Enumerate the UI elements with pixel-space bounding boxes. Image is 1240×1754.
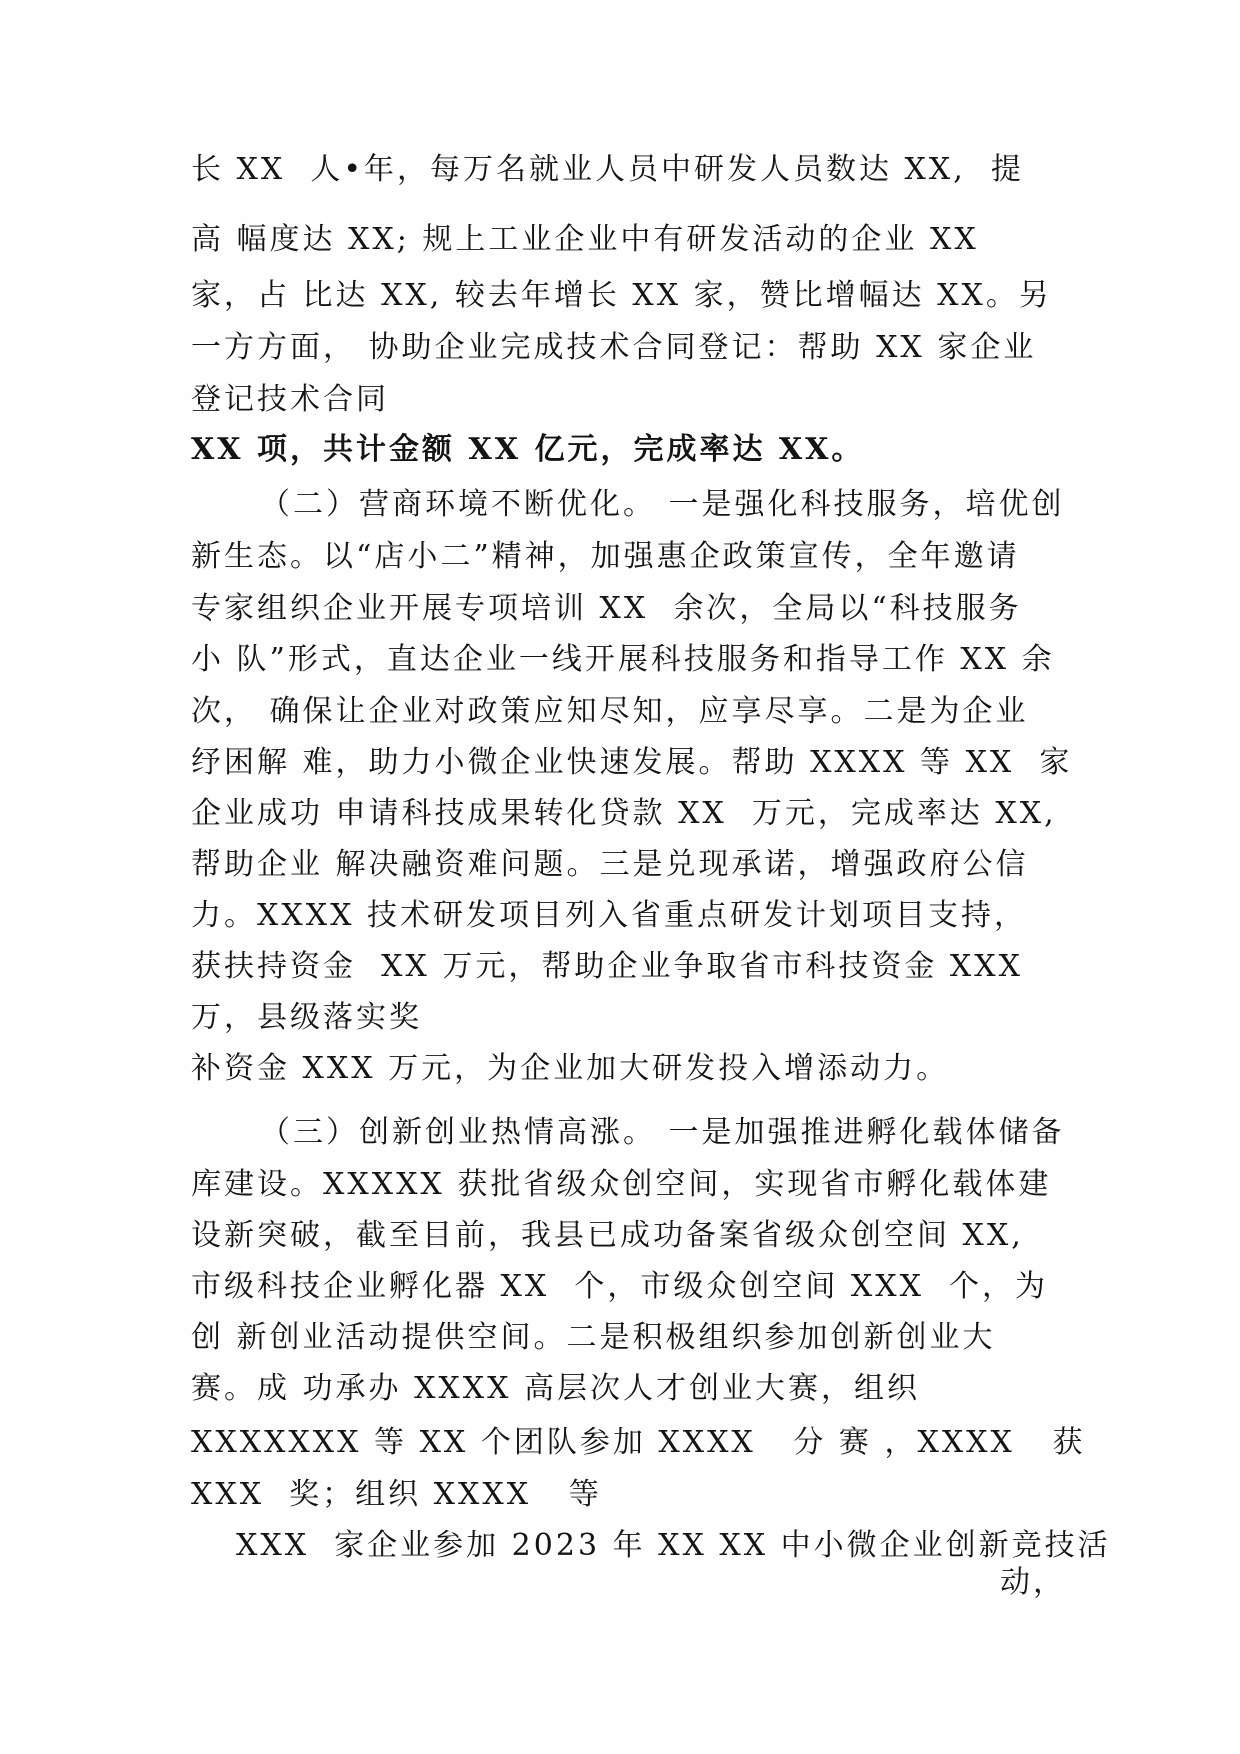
text-line: 万，县级落实奖	[191, 1000, 422, 1035]
text-line: 设新突破，截至目前，我县已成功备案省级众创空间 XX,	[191, 1218, 1024, 1253]
text-line: 家，占 比达 XX, 较去年增长 XX 家，赞比增幅达 XX。另	[191, 278, 1052, 313]
text-line: 动，	[1000, 1565, 1066, 1600]
text-line: 赛。成 功承办 XXXX 高层次人才创业大赛，组织	[191, 1371, 921, 1406]
text-line: 长 XX 人•年，每万名就业人员中研发人员数达 XX, 提	[191, 152, 1024, 187]
text-line: XXX 家企业参加 2023 年 XX XX 中小微企业创新竞技活	[236, 1528, 1111, 1563]
text-line: 专家组织企业开展专项培训 XX 余次，全局以“科技服务	[191, 591, 1022, 626]
text-line: 补资金 XXX 万元，为企业加大研发投入增添动力。	[191, 1051, 950, 1086]
text-line: 小 队”形式，直达企业一线开展科技服务和指导工作 XX 余	[191, 642, 1055, 677]
text-line: 登记技术合同	[191, 382, 389, 417]
text-line: 一方方面， 协助企业完成技术合同登记：帮助 XX 家企业	[191, 330, 1037, 365]
text-line: 获扶持资金 XX 万元，帮助企业争取省市科技资金 XXX	[191, 949, 1023, 984]
text-line: XXXXXXX 等 XX 个团队参加 XXXX 分 赛 ，XXXX 获	[191, 1425, 1086, 1460]
text-line: XX 项，共计金额 XX 亿元，完成率达 XX。	[191, 432, 865, 467]
text-line: 高 幅度达 XX; 规上工业企业中有研发活动的企业 XX	[191, 222, 979, 257]
text-line: 创 新创业活动提供空间。二是积极组织参加创新创业大	[191, 1320, 996, 1355]
text-line: 次， 确保让企业对政策应知尽知，应享尽享。二是为企业	[191, 694, 1029, 729]
text-line: XXX 奖；组织 XXXX 等	[191, 1477, 602, 1512]
text-line: 企业成功 申请科技成果转化贷款 XX 万元，完成率达 XX,	[191, 796, 1057, 831]
text-line: 市级科技企业孵化器 XX 个，市级众创空间 XXX 个，为	[191, 1269, 1049, 1304]
section-heading-line: （三）创新创业热情高涨。 一是加强推进孵化载体储备	[260, 1115, 1065, 1150]
text-line: 纾困解 难，助力小微企业快速发展。帮助 XXXX 等 XX 家	[191, 745, 1073, 780]
text-line: 新生态。以“店小二”精神，加强惠企政策宣传，全年邀请	[191, 539, 1020, 574]
text-line: 帮助企业 解决融资难问题。三是兑现承诺，增强政府公信	[191, 847, 1029, 882]
text-line: 库建设。XXXXX 获批省级众创空间，实现省市孵化载体建	[191, 1167, 1052, 1202]
section-heading-line: （二）营商环境不断优化。 一是强化科技服务，培优创	[260, 487, 1065, 522]
text-line: 力。XXXX 技术研发项目列入省重点研发计划项目支持，	[191, 898, 1027, 933]
